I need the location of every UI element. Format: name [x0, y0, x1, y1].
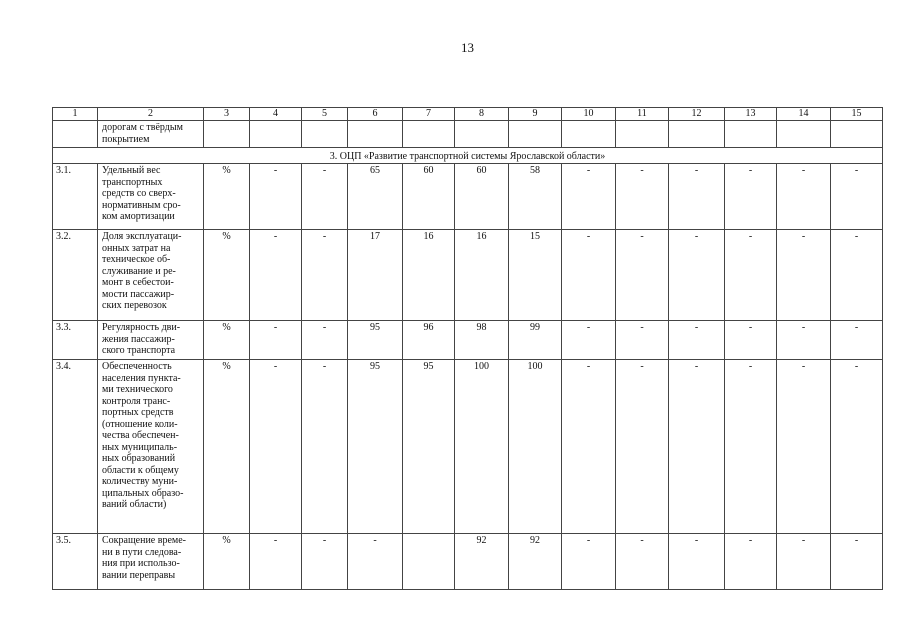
value-cell: - — [616, 360, 669, 534]
value-cell: - — [250, 230, 302, 321]
table-row — [53, 230, 883, 321]
name-line: Регулярность дви- — [102, 322, 181, 333]
name-line: ваний области) — [102, 499, 167, 510]
data-rows — [53, 164, 883, 590]
name-line: Доля эксплуатаци- — [102, 231, 182, 242]
value-cell: - — [831, 164, 883, 230]
value-cell: 17 — [348, 230, 403, 321]
name-line: Обеспеченность — [102, 361, 172, 372]
value-cell: - — [725, 164, 777, 230]
value-cell: 98 — [455, 321, 509, 360]
indicator-name-cell — [98, 121, 204, 148]
value-cell: - — [616, 534, 669, 590]
value-cell: - — [831, 321, 883, 360]
name-line: области к общему — [102, 464, 179, 476]
value-cell: - — [616, 321, 669, 360]
name-line: ных образований — [102, 453, 176, 464]
name-line: чества обеспечен- — [102, 430, 179, 441]
value-cell: - — [616, 230, 669, 321]
value-cell: 15 — [509, 230, 562, 321]
value-cell: - — [562, 164, 616, 230]
value-cell: - — [562, 321, 616, 360]
name-line: покрытием — [102, 133, 150, 145]
value-cell — [777, 121, 831, 148]
row-number-cell: 3.2. — [53, 230, 98, 321]
unit-cell: % — [204, 321, 250, 360]
value-cell: 65 — [348, 164, 403, 230]
value-cell: - — [669, 534, 725, 590]
indicator-name-cell — [98, 360, 204, 534]
name-line: транспортных — [102, 176, 163, 188]
header-cell: 12 — [669, 108, 725, 121]
header-cell: 1 — [53, 108, 98, 121]
name-line: средств со сверх- — [102, 188, 176, 199]
row-number-cell — [53, 121, 98, 148]
name-line: техническое об- — [102, 254, 171, 265]
value-cell: 16 — [403, 230, 455, 321]
value-cell — [250, 121, 302, 148]
unit-cell: % — [204, 230, 250, 321]
value-cell: 95 — [348, 321, 403, 360]
table-row — [53, 164, 883, 230]
value-cell: - — [777, 164, 831, 230]
value-cell — [204, 121, 250, 148]
page-number: 13 — [461, 40, 474, 55]
value-cell: - — [669, 164, 725, 230]
section-row — [53, 148, 883, 164]
name-line: контроля транс- — [102, 395, 171, 407]
value-cell: 95 — [348, 360, 403, 534]
value-cell: - — [831, 230, 883, 321]
name-line: ных муниципаль- — [102, 441, 178, 453]
value-cell: - — [669, 360, 725, 534]
indicator-name-cell — [98, 164, 204, 230]
name-line: монт в себестои- — [102, 277, 174, 288]
value-cell — [302, 121, 348, 148]
table-row — [53, 321, 883, 360]
name-line: Удельный вес — [102, 165, 161, 176]
name-line: ми технического — [102, 384, 173, 395]
name-line: портных средств — [102, 407, 174, 418]
value-cell: - — [777, 534, 831, 590]
section-title: 3. ОЦП «Развитие транспортной системы Ярославской области» — [53, 148, 883, 164]
value-cell: - — [777, 360, 831, 534]
name-line: дорогам с твёрдым — [102, 122, 183, 133]
name-line: Сокращение време- — [102, 535, 187, 546]
name-line: ципальных образо- — [102, 487, 184, 499]
indicator-name-cell — [98, 321, 204, 360]
name-line: ния при использо- — [102, 558, 180, 569]
value-cell: - — [302, 230, 348, 321]
value-cell — [403, 534, 455, 590]
name-line: нормативным сро- — [102, 199, 181, 211]
header-cell: 11 — [616, 108, 669, 121]
header-row — [53, 108, 883, 121]
row-number-cell: 3.3. — [53, 321, 98, 360]
value-cell — [403, 121, 455, 148]
name-line: населения пункта- — [102, 372, 181, 384]
name-line: онных затрат на — [102, 242, 171, 254]
value-cell — [725, 121, 777, 148]
value-cell: - — [348, 534, 403, 590]
header-cell: 14 — [777, 108, 831, 121]
value-cell — [562, 121, 616, 148]
value-cell: - — [250, 164, 302, 230]
value-cell: 92 — [509, 534, 562, 590]
value-cell: - — [725, 321, 777, 360]
value-cell: 60 — [455, 164, 509, 230]
row-number-cell: 3.5. — [53, 534, 98, 590]
header-cell: 4 — [250, 108, 302, 121]
unit-cell: % — [204, 164, 250, 230]
unit-cell: % — [204, 360, 250, 534]
value-cell: - — [725, 534, 777, 590]
value-cell: - — [777, 230, 831, 321]
header-cell: 2 — [98, 108, 204, 121]
value-cell: - — [725, 360, 777, 534]
indicator-name-cell — [98, 230, 204, 321]
value-cell: - — [562, 534, 616, 590]
value-cell: - — [616, 164, 669, 230]
value-cell: 99 — [509, 321, 562, 360]
value-cell: 100 — [509, 360, 562, 534]
indicator-name-cell — [98, 534, 204, 590]
value-cell: - — [250, 534, 302, 590]
value-cell — [348, 121, 403, 148]
value-cell: - — [250, 360, 302, 534]
name-line: ни в пути следова- — [102, 546, 182, 558]
name-line: ских перевозок — [102, 300, 167, 311]
value-cell: - — [562, 360, 616, 534]
value-cell: - — [831, 360, 883, 534]
header-cell: 5 — [302, 108, 348, 121]
value-cell: - — [302, 534, 348, 590]
unit-cell: % — [204, 534, 250, 590]
value-cell: - — [725, 230, 777, 321]
value-cell — [669, 121, 725, 148]
value-cell: - — [302, 164, 348, 230]
indicators-table — [52, 107, 883, 590]
value-cell: 92 — [455, 534, 509, 590]
header-cell: 3 — [204, 108, 250, 121]
value-cell: - — [777, 321, 831, 360]
header-cell: 13 — [725, 108, 777, 121]
name-line: количеству муни- — [102, 476, 178, 487]
value-cell — [455, 121, 509, 148]
header-cell: 15 — [831, 108, 883, 121]
header-cell: 9 — [509, 108, 562, 121]
value-cell: - — [250, 321, 302, 360]
row-number-cell: 3.4. — [53, 360, 98, 534]
name-line: мости пассажир- — [102, 288, 175, 300]
name-line: (отношение коли- — [102, 418, 178, 430]
continued-row — [53, 121, 883, 148]
value-cell: - — [562, 230, 616, 321]
value-cell: - — [669, 230, 725, 321]
name-line: ком амортизации — [102, 211, 175, 222]
value-cell: 58 — [509, 164, 562, 230]
table-row — [53, 360, 883, 534]
name-line: вании переправы — [102, 569, 176, 581]
header-cell: 7 — [403, 108, 455, 121]
value-cell: - — [831, 534, 883, 590]
name-line: ского транспорта — [102, 345, 176, 356]
table-row — [53, 534, 883, 590]
value-cell: 100 — [455, 360, 509, 534]
header-cell: 8 — [455, 108, 509, 121]
value-cell: - — [302, 321, 348, 360]
name-line: жения пассажир- — [102, 333, 175, 345]
value-cell — [509, 121, 562, 148]
value-cell: 95 — [403, 360, 455, 534]
value-cell: - — [302, 360, 348, 534]
value-cell: 16 — [455, 230, 509, 321]
value-cell — [616, 121, 669, 148]
row-number-cell: 3.1. — [53, 164, 98, 230]
value-cell: - — [669, 321, 725, 360]
name-line: служивание и ре- — [102, 265, 176, 277]
value-cell: 96 — [403, 321, 455, 360]
header-cell: 6 — [348, 108, 403, 121]
value-cell: 60 — [403, 164, 455, 230]
value-cell — [831, 121, 883, 148]
header-cell: 10 — [562, 108, 616, 121]
